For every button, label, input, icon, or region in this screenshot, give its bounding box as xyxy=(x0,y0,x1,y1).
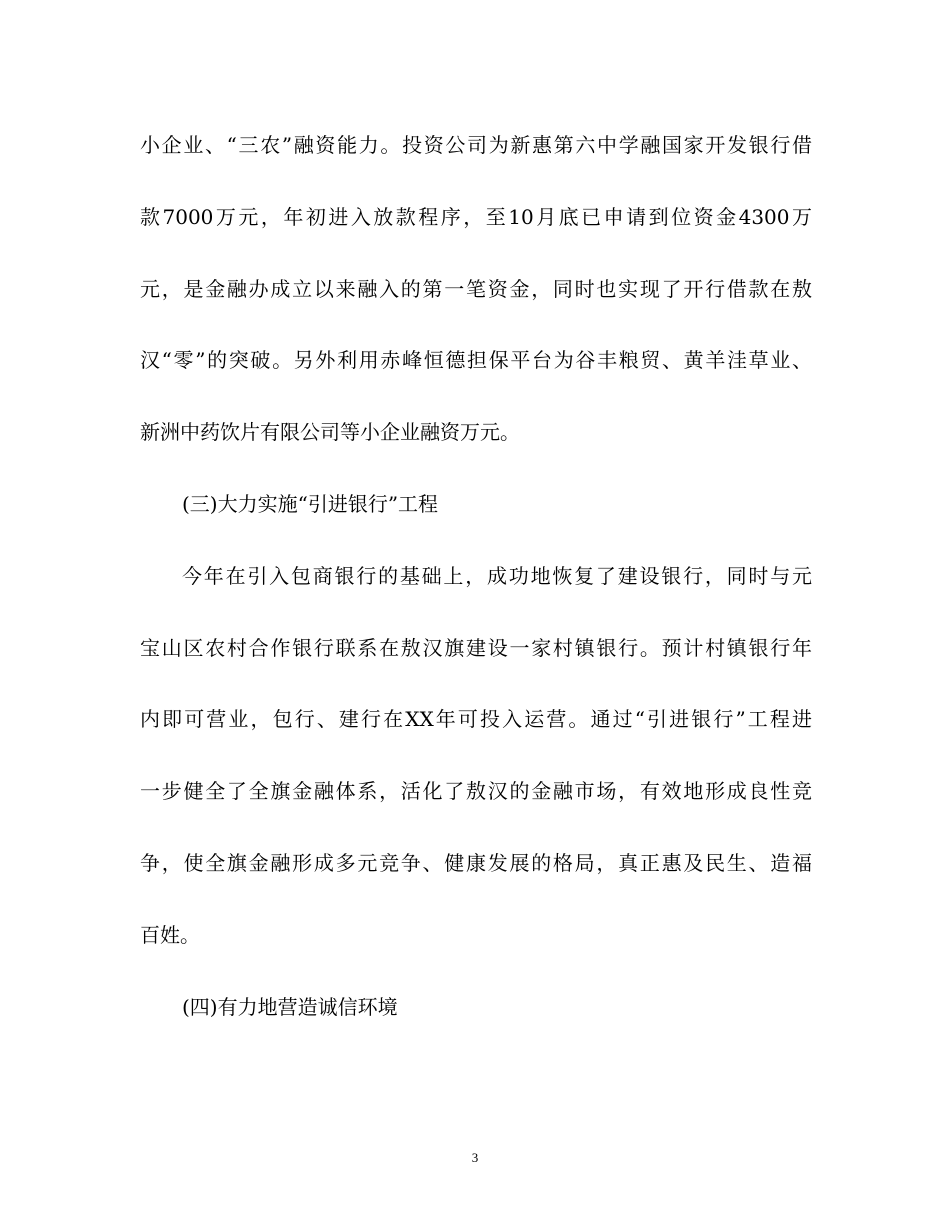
paragraph-line: 百姓。 xyxy=(140,922,200,947)
paragraph-line-indented: (三)大力实施“引进银行”工程 xyxy=(182,491,439,516)
paragraph-line: 争，使全旗金融形成多元竞争、健康发展的格局，真正惠及民生、造福 xyxy=(140,850,812,875)
paragraph-line: 汉“零”的突破。另外利用赤峰恒德担保平台为谷丰粮贸、黄羊洼草业、 xyxy=(140,348,812,373)
page-number: 3 xyxy=(471,1150,479,1165)
paragraph-line: 新洲中药饮片有限公司等小企业融资万元。 xyxy=(140,420,520,445)
paragraph-line: 内即可营业，包行、建行在XX年可投入运营。通过“引进银行”工程进 xyxy=(140,707,812,732)
paragraph-line-indented: (四)有力地营造诚信环境 xyxy=(182,994,398,1019)
paragraph-line: 一步健全了全旗金融体系，活化了敖汉的金融市场，有效地形成良性竞 xyxy=(140,779,812,804)
paragraph-line: 元，是金融办成立以来融入的第一笔资金，同时也实现了开行借款在敖 xyxy=(140,276,812,301)
document-body xyxy=(140,133,812,1066)
paragraph-line: 款7000万元，年初进入放款程序，至10月底已申请到位资金4300万 xyxy=(140,204,812,229)
paragraph-line-indented: 今年在引入包商银行的基础上，成功地恢复了建设银行，同时与元 xyxy=(182,563,812,588)
paragraph-line: 宝山区农村合作银行联系在敖汉旗建设一家村镇银行。预计村镇银行年 xyxy=(140,635,812,660)
paragraph-line: 小企业、“三农”融资能力。投资公司为新惠第六中学融国家开发银行借 xyxy=(140,133,812,157)
